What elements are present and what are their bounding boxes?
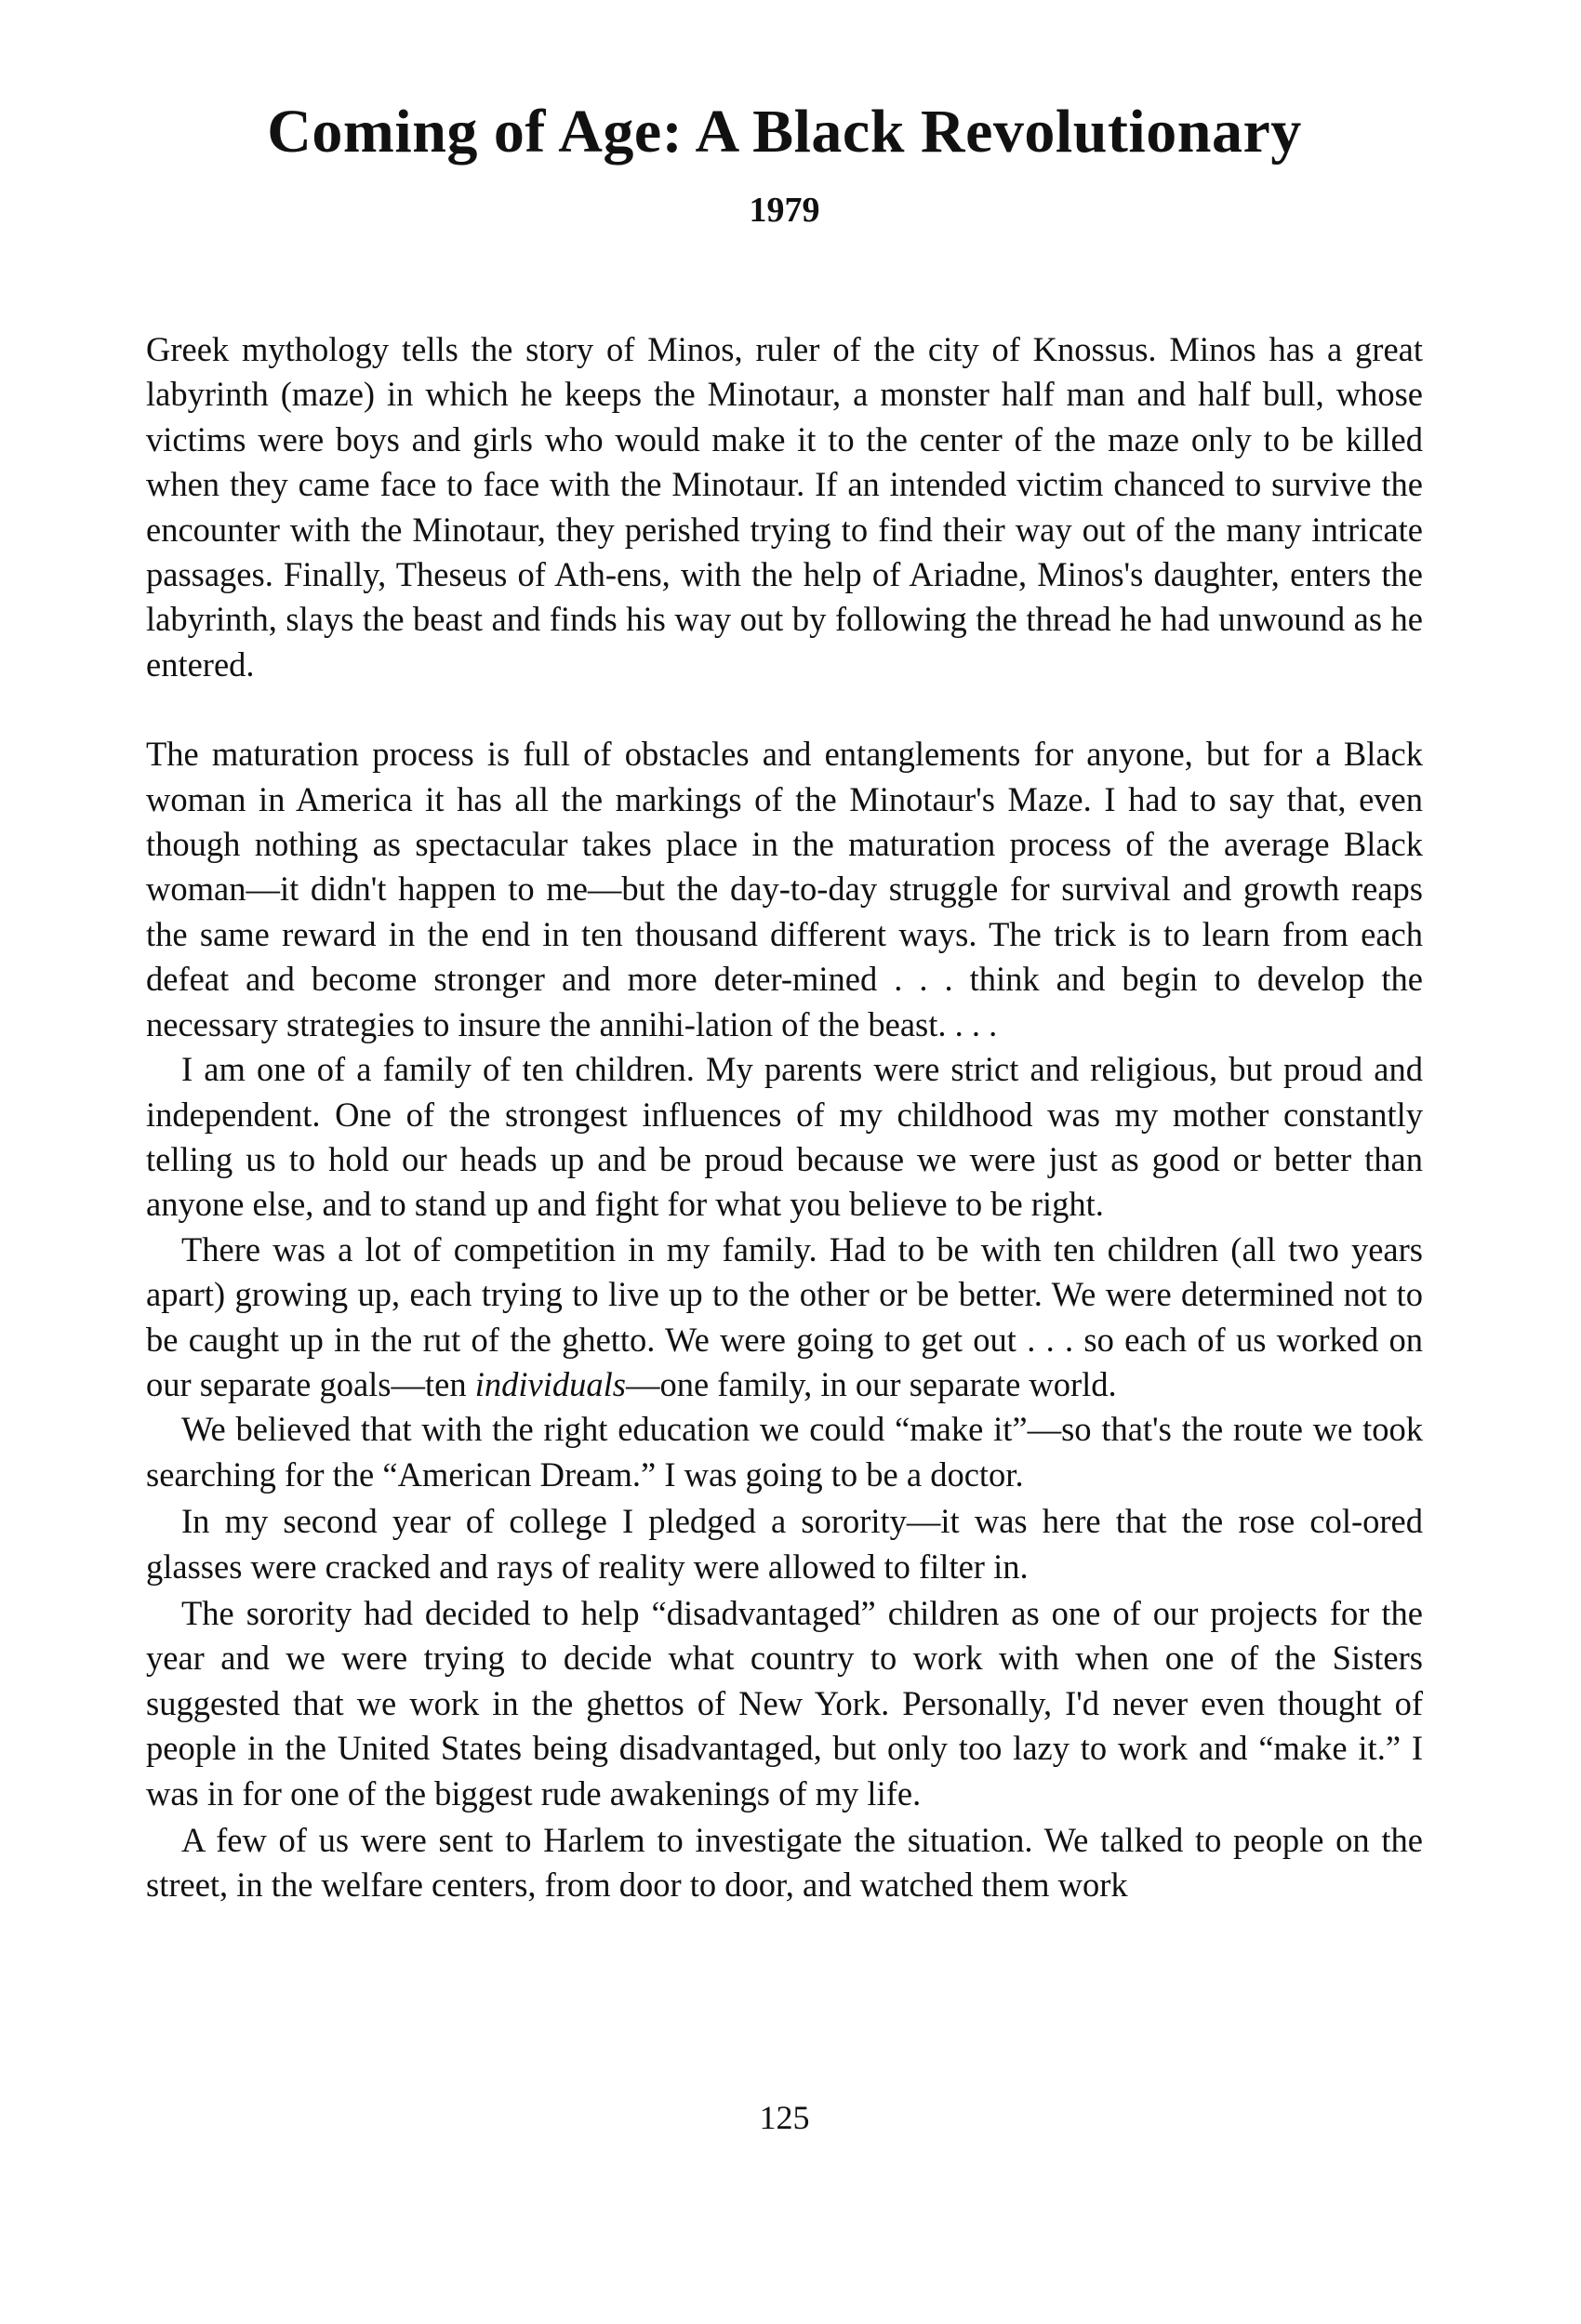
paragraph-competition bbox=[146, 1228, 1423, 1408]
chapter-title: Coming of Age: A Black Revolutionary bbox=[267, 98, 1302, 166]
chapter-year: 1979 bbox=[749, 191, 820, 230]
paragraph-education: We believed that with the right education we could “make it”—so that's the route we took searching for the “American Dream.” I was going to be a doctor. bbox=[146, 1410, 1423, 1494]
paragraph-maturation: The maturation process is full of obstacles and entanglements for anyone, but for a Black woman in America it has all the markings of the Minotaur's Maze. I had to say that, even though nothing as spectacular takes place in the maturation process of the average Black woman—it didn't happen to me—but the day-to-day struggle for survival and growth reaps the same reward in the end in ten thousand different ways. The trick is to learn from each defeat and become stronger and more deter-mined . . . think and begin to develop the necessary strategies to insure the annihi-lation of the beast. . . . bbox=[146, 735, 1423, 1043]
body-text bbox=[146, 327, 1423, 1908]
paragraph-sorority: In my second year of college I pledged a sorority—it was here that the rose col-ored glasses were cracked and rays of reality were allowed to filter in. bbox=[146, 1502, 1423, 1586]
paragraph-competition-end: —one family, in our separate world. bbox=[625, 1364, 1117, 1403]
page-number: 125 bbox=[759, 2099, 810, 2136]
paragraph-family: I am one of a family of ten children. My parents were strict and religious, but proud and independent. One of the strongest influences of my childhood was my mother constantly telling us to hold our heads up and be proud because we were just as good or better than anyone else, and to stand up and fight for what you believe to be right. bbox=[146, 1050, 1423, 1224]
paragraph-minos: Greek mythology tells the story of Minos, ruler of the city of Knossus. Minos has a great labyrinth (maze) in which he keeps the Minotaur, a monster half man and half bull, whose victims were boys and girls who would make it to the center of the maze only to be killed when they came face to face with the Minotaur. If an intended victim chanced to survive the encounter with the Minotaur, they perished trying to find their way out of the many intricate passages. Finally, Theseus of Ath-ens, with the help of Ariadne, Minos's daughter, enters the labyrinth, slays the beast and finds his way out by following the thread he had unwound as he entered. bbox=[146, 330, 1423, 684]
paragraph-competition-text: There was a lot of competition in my family. Had to be with ten children (all two years apart) growing up, each trying to live up to the other or be better. We were determined not to be caught up in the rut of the ghetto. We were going to get out . . . so each of us worked on our separate goals—ten bbox=[146, 1229, 1423, 1403]
emphasis-individuals: individuals bbox=[474, 1364, 626, 1403]
paragraph-harlem: A few of us were sent to Harlem to investigate the situation. We talked to people on the street, in the welfare centers, from door to door, and watched them work bbox=[146, 1821, 1423, 1905]
book-page bbox=[146, 0, 1423, 2324]
paragraph-disadvantaged: The sorority had decided to help “disadvantaged” children as one of our projects for the year and we were trying to decide what country to work with when one of the Sisters suggested that we work in the ghettos of New York. Personally, I'd never even thought of people in the United States being disadvantaged, but only too lazy to work and “make it.” I was in for one of the biggest rude awakenings of my life. bbox=[146, 1593, 1423, 1813]
